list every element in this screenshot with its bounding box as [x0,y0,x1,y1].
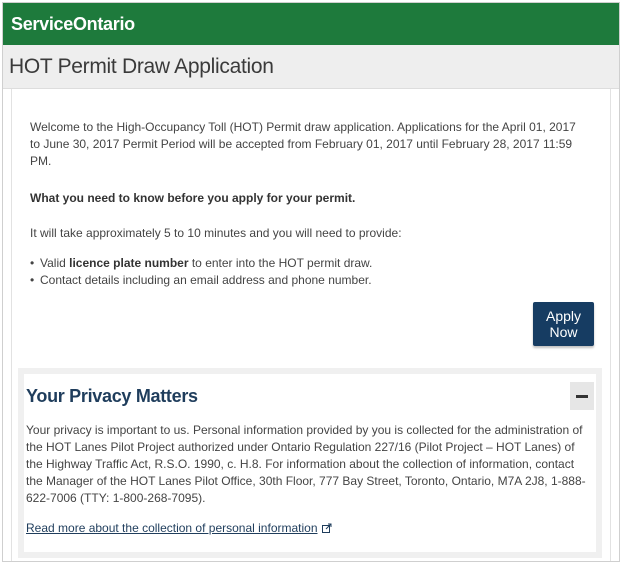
welcome-text: Welcome to the High-Occupancy Toll (HOT) Permit draw application. Applications for the April 01, 2017 to June 30, 2017 Permit Period will be accepted from February 01, 2017 until February 28, 2017 11:59 PM. [30,120,576,168]
list-item-suffix: to enter into the HOT permit draw. [188,256,373,270]
serviceontario-logo[interactable]: ServiceOntario [11,13,135,34]
privacy-read-more-link[interactable]: Read more about the collection of personal information [26,521,318,535]
brand-bar [3,3,619,45]
list-item [30,272,592,289]
requirements-list [30,255,592,289]
apply-now-button[interactable]: Apply Now [533,302,594,346]
main-content [11,89,611,562]
list-item-prefix: Valid [40,256,70,270]
privacy-header [26,374,596,412]
privacy-link-row [26,521,596,535]
need-to-know-heading: What you need to know before you apply for your permit. [30,191,356,205]
app-frame [2,2,620,562]
privacy-panel [18,368,602,558]
privacy-body-text: Your privacy is important to us. Personal information provided by you is collected for the administration of the HOT Lanes Pilot Project authorized under Ontario Regulation 227/16 (Pilot Project – HOT Lanes) of the Highway Traffic Act, R.S.O. 1990, c. H.8. For information about the collection of information, contact the Manager of the HOT Lanes Pilot Office, 30th Floor, 777 Bay Street, Toronto, Ontario, M7A 2J8, 1-888-622-7006 (TTY: 1-800-268-7095). [26,423,586,505]
collapse-button[interactable] [570,382,594,410]
minus-icon [576,395,588,398]
privacy-title: Your Privacy Matters [26,385,198,406]
time-requirement-text: It will take approximately 5 to 10 minutes and you will need to provide: [30,226,402,240]
list-item-bold: licence plate number [69,256,189,270]
list-item-text: Contact details including an email address and phone number. [40,273,372,287]
page-title: HOT Permit Draw Application [9,54,274,78]
list-item [30,255,592,272]
title-band [3,45,619,89]
external-link-icon [322,523,332,533]
